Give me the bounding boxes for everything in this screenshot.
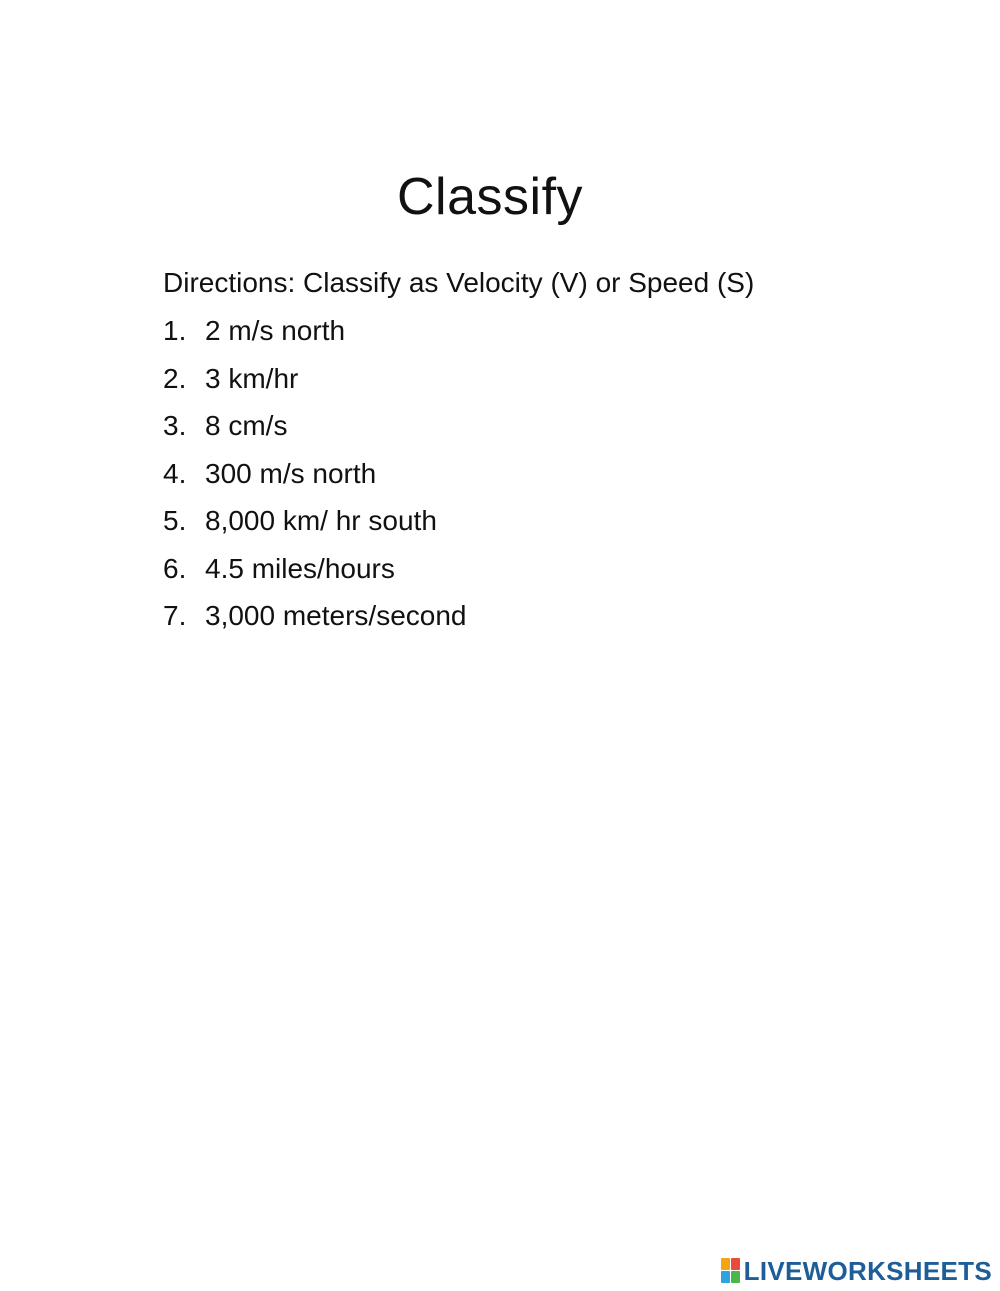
item-text: 300 m/s north	[205, 457, 377, 489]
item-text: 2 m/s north	[205, 315, 346, 346]
item-number: 4.	[163, 457, 187, 489]
list-item	[163, 502, 467, 550]
item-text: 8 cm/s	[205, 410, 288, 441]
question-list	[163, 312, 467, 645]
liveworksheets-watermark	[721, 1253, 992, 1289]
list-item	[163, 597, 467, 645]
item-number: 6.	[163, 552, 187, 584]
item-text: 3 km/hr	[205, 362, 299, 394]
item-text: 3,000 meters/second	[205, 600, 467, 631]
page-title: Classify	[396, 168, 584, 226]
item-number: 5.	[163, 505, 187, 536]
liveworksheets-logo-icon	[721, 1258, 741, 1284]
item-number: 3.	[163, 410, 187, 441]
item-number: 1.	[163, 315, 187, 346]
list-item	[163, 312, 467, 360]
list-item	[163, 407, 467, 455]
item-number: 7.	[163, 600, 187, 631]
list-item	[163, 550, 467, 598]
list-item	[163, 455, 467, 503]
watermark-text: LIVEWORKSHEETS	[743, 1255, 992, 1286]
item-text: 4.5 miles/hours	[205, 552, 395, 584]
item-text: 8,000 km/ hr south	[205, 505, 437, 536]
item-number: 2.	[163, 362, 187, 394]
list-item	[163, 360, 467, 408]
directions-text: Directions: Classify as Velocity (V) or Speed (S)	[163, 267, 755, 298]
